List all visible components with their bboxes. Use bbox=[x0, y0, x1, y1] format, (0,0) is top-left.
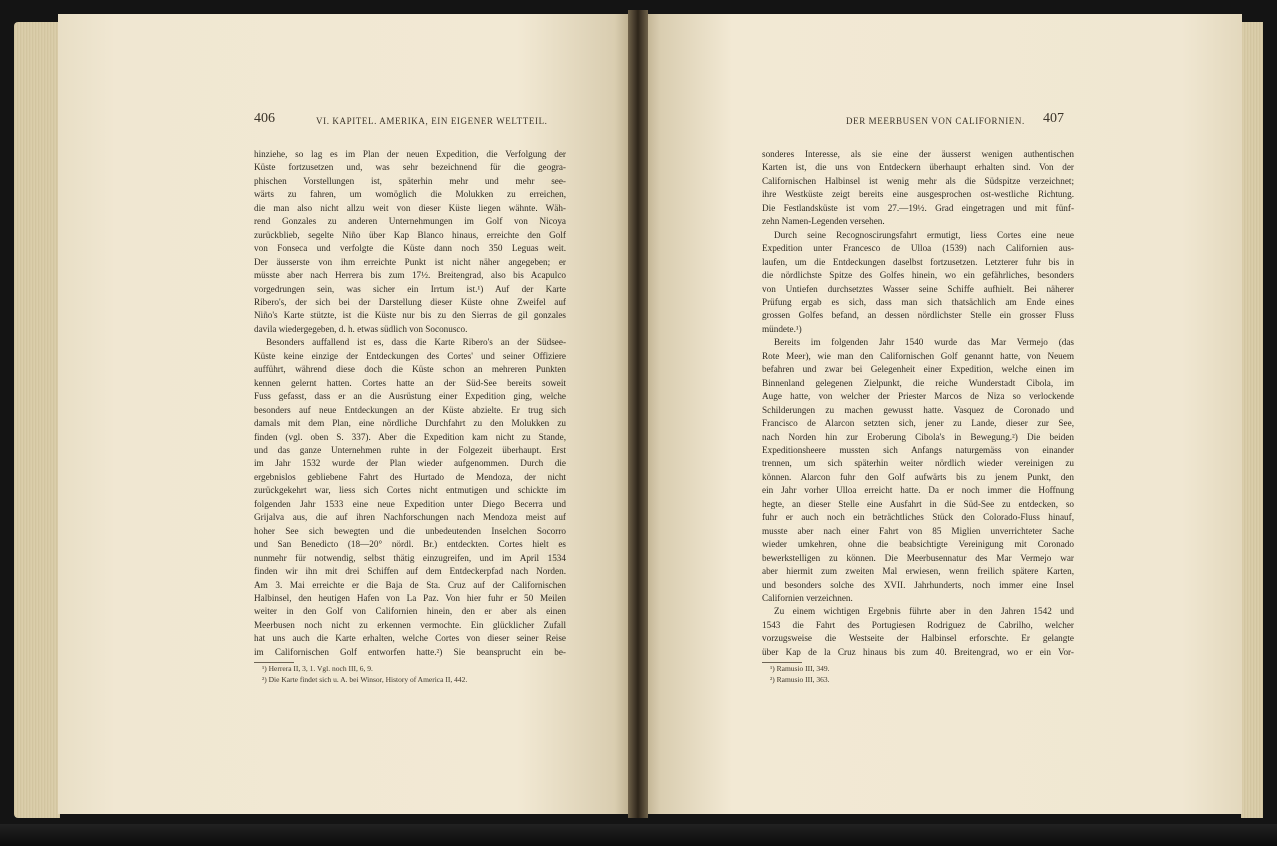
text-line: davila wiedergegeben, d. h. etwas südlich von Soconusco. bbox=[254, 323, 468, 334]
text-line: kennen gelernt hatten. Cortes hatte an der Süd-See bereits soweit bbox=[254, 377, 566, 388]
text-line: weiter in den Golf von Californien hinein, den er aber als einen bbox=[254, 606, 566, 617]
text-line: zurückgekehrt war, liess sich Cortes nicht entmutigen und schickte im bbox=[254, 485, 566, 496]
text-line: Californischen Halbinsel ist wenig mehr als die Südspitze verzeichnet; bbox=[762, 175, 1074, 186]
text-line: mündete.¹) bbox=[762, 323, 802, 334]
text-line: wärts zu fahren, um womöglich die Molukken zu erreichen, bbox=[254, 189, 566, 200]
text-line: Am 3. Mai erreichte er die Baja de Sta. Cruz auf der Californischen bbox=[254, 579, 566, 590]
text-line: Expeditionsheere mussten sich Anfangs naturgemäss von einander bbox=[762, 444, 1074, 455]
text-line: die man also nicht allzu weit von dieser Küste liegen wähnte. Wäh- bbox=[254, 202, 566, 213]
right-body-text bbox=[762, 148, 1074, 659]
left-running-head: VI. KAPITEL. AMERIKA, EIN EIGENER WELTTEIL. bbox=[316, 116, 548, 126]
text-line: laufen, um die Entdeckungen daselbst fortzusetzen. Letzterer fuhr bis in bbox=[762, 256, 1074, 267]
left-footnote-1: ¹) Herrera II, 3, 1. Vgl. noch III, 6, 9. bbox=[262, 664, 373, 673]
text-line: Auge hatte, von welcher der Priester Marcos de Niza so verlockende bbox=[762, 391, 1074, 402]
right-page-number: 407 bbox=[1043, 111, 1064, 126]
text-line: folgenden Jahr 1533 eine neue Expedition unter Diego Becerra und bbox=[254, 498, 566, 509]
text-line: Halbinsel, den heutigen Hafen von La Paz. Von hier fuhr er 50 Meilen bbox=[254, 592, 566, 603]
text-line: Besonders auffallend ist es, dass die Karte Ribero's an der Südsee- bbox=[266, 337, 566, 348]
text-line: Küste fortzusetzen und, was sehr bezeichnend für die geogra- bbox=[254, 162, 566, 173]
text-line: ergebnislos gebliebene Fahrt des Hurtado de Mendoza, der nicht bbox=[254, 471, 566, 482]
right-footnote-rule bbox=[762, 662, 802, 663]
text-line: trennen, um sich späterhin weiter nördlich wieder vereinigen zu bbox=[762, 458, 1074, 469]
text-line: fuhr er auch noch ein beträchtliches Stück den Colorado-Fluss hinauf, bbox=[762, 512, 1074, 523]
right-footnote-1: ¹) Ramusio III, 349. bbox=[770, 664, 830, 673]
left-page-number: 406 bbox=[254, 111, 275, 126]
text-line: rend Gonzales zu anderen Unternehmungen im Golf von Nicoya bbox=[254, 216, 566, 227]
text-line: Meerbusen noch nicht zu erkennen vermochte. Ein glücklicher Zufall bbox=[254, 619, 566, 630]
text-line: Prüfung ergab es sich, dass man sich thatsächlich am Ende eines bbox=[762, 296, 1074, 307]
text-line: Küste keine einzige der Entdeckungen des Cortes' und seiner Offiziere bbox=[254, 350, 566, 361]
right-running-head: DER MEERBUSEN VON CALIFORNIEN. bbox=[846, 116, 1025, 126]
text-line: Schilderungen zu machen gewusst hatte. Vasquez de Coronado und bbox=[762, 404, 1074, 415]
text-line: hinziehe, so lag es im Plan der neuen Expedition, die Verfolgung der bbox=[254, 149, 566, 159]
text-line: grossen Golfes befand, an dessen nördlichster Stelle ein grosser Fluss bbox=[762, 310, 1074, 321]
page-stack-right bbox=[1241, 22, 1263, 818]
text-line: finden (vgl. oben S. 337). Aber die Expedition kam nicht zu Stande, bbox=[254, 431, 566, 442]
text-line: hat uns auch die Karte erhalten, welche Cortes von dieser seiner Reise bbox=[254, 633, 566, 644]
text-line: Karten ist, die uns von Entdeckern überhaupt erhalten sind. Von der bbox=[762, 162, 1074, 173]
text-line: zurückblieb, segelte Niño über Kap Blanco hinaus, erreichte den Golf bbox=[254, 229, 566, 240]
book-cover-edge bbox=[0, 824, 1277, 846]
left-footnote-2: ²) Die Karte findet sich u. A. bei Winsor, History of America II, 442. bbox=[262, 675, 468, 684]
text-line: nunmehr für notwendig, selbst thätig einzugreifen, und im April 1534 bbox=[254, 552, 566, 563]
text-line: im Jahr 1532 wurde der Plan wieder aufgenommen. Durch die bbox=[254, 458, 566, 469]
text-line: und das ganze Unternehmen ruhte in der Folgezeit überhaupt. Erst bbox=[254, 444, 566, 455]
left-footnote-rule bbox=[254, 662, 294, 663]
text-line: Ribero's, der sich bei der Darstellung dieser Küste ohne Zweifel auf bbox=[254, 296, 566, 307]
text-line: aber hiermit zum zweiten Mal erwiesen, wenn freilich spätere Karten, bbox=[762, 566, 1074, 577]
text-line: von Untiefen durchsetztes Wasser seine Schiffe aufhielt. Bei näherer bbox=[762, 283, 1074, 294]
text-line: aufführt, während diese doch die Küste schon an mehreren Punkten bbox=[254, 364, 566, 375]
text-line: über Kap de la Cruz hinaus bis zum 40. Breitengrad, wo er ein Vor- bbox=[762, 646, 1074, 657]
text-line: Rote Meer), wie man den Californischen Golf genannt hatte, von Neuem bbox=[762, 350, 1074, 361]
text-line: musste aber nach einer Fahrt von 85 Miglien unverrichteter Sache bbox=[762, 525, 1074, 536]
text-line: besonders auf neue Entdeckungen an der Küste abzielte. Er trug sich bbox=[254, 404, 566, 415]
text-line: Der äusserste von ihm erreichte Punkt ist nicht näher angegeben; er bbox=[254, 256, 566, 267]
text-line: wieder umkehren, ohne die beabsichtigte Vereinigung mit Coronado bbox=[762, 539, 1074, 550]
text-line: müsste aber nach Herrera bis zum 17½. Breitengrad, also bis Acapulco bbox=[254, 270, 566, 281]
text-line: Expedition unter Francesco de Ulloa (1539) nach Californien aus- bbox=[762, 243, 1074, 254]
text-line: damals mit dem Plan, eine nördliche Durchfahrt zu den Molukken zu bbox=[254, 418, 566, 429]
text-line: Binnenland gelegenen Zielpunkt, die reiche Wunderstadt Cibola, im bbox=[762, 377, 1074, 388]
text-line: können. Alarcon fuhr den Golf aufwärts bis zu jenem Punkt, den bbox=[762, 471, 1074, 482]
text-line: und San Benedicto (18—20° nördl. Br.) entdeckten. Cortes hielt es bbox=[254, 539, 566, 550]
text-line: Die Festlandsküste ist vom 27.—19½. Grad eingetragen und mit fünf- bbox=[762, 202, 1074, 213]
text-line: ein Jahr vorher Ulloa erreicht hatte. Da er noch immer die Hoffnung bbox=[762, 485, 1074, 496]
text-line: Grijalva aus, die auf ihren Nachforschungen nach Mendoza meist auf bbox=[254, 512, 566, 523]
text-line: Niño's Karte stützte, ist die Küste nur bis zu den Sierras de gil gonzales bbox=[254, 310, 566, 321]
text-line: und besonders solche des XVII. Jahrhunderts, noch immer eine Insel bbox=[762, 579, 1074, 590]
left-body-text bbox=[254, 148, 566, 659]
text-line: Zu einem wichtigen Ergebnis führte aber in den Jahren 1542 und bbox=[774, 606, 1074, 617]
text-line: zehn Namen-Legenden versehen. bbox=[762, 216, 885, 227]
text-line: vorzugsweise die Westseite der Halbinsel erforschte. Er gelangte bbox=[762, 633, 1074, 644]
text-line: befahren und zwar bei Gelegenheit einer Expedition, welche einen im bbox=[762, 364, 1074, 375]
text-line: finden wir ihn mit drei Schiffen auf dem Entdeckerpfad nach Norden. bbox=[254, 566, 566, 577]
text-line: Fuss gefasst, dass er an die Ausrüstung einer Expedition ging, welche bbox=[254, 391, 566, 402]
text-line: Francisco de Alarcon setzten sich, jener zu Lande, dieser zur See, bbox=[762, 418, 1074, 429]
text-line: Bereits im folgenden Jahr 1540 wurde das Mar Vermejo (das bbox=[774, 337, 1074, 348]
text-line: von Fonseca und verfolgte die Küste dann noch 350 Leguas weit. bbox=[254, 243, 566, 254]
text-line: die nördlichste Spitze des Golfes hinein, wo ein gefährliches, besonders bbox=[762, 270, 1074, 281]
text-line: sonderes Interesse, als sie eine der äusserst wenigen authentischen bbox=[762, 149, 1074, 159]
text-line: ihre Westküste zeigt bereits eine ausgesprochen ost-westliche Richtung. bbox=[762, 189, 1074, 200]
book-gutter bbox=[628, 10, 648, 818]
right-footnote-2: ²) Ramusio III, 363. bbox=[770, 675, 830, 684]
text-line: vorgedrungen sein, was sicher ein Irrtum ist.¹) Auf der Karte bbox=[254, 283, 566, 294]
text-line: Californien verzeichnen. bbox=[762, 592, 853, 603]
text-line: hoher See sich bewegten und die unbedeutenden Inselchen Socorro bbox=[254, 525, 566, 536]
text-line: Durch seine Recognoscirungsfahrt ermutigt, liess Cortes eine neue bbox=[774, 229, 1074, 240]
text-line: phischen Vorstellungen ist, späterhin mehr und mehr see- bbox=[254, 175, 566, 186]
text-line: 1543 die Fahrt des Portugiesen Rodriguez de Cabrilho, welcher bbox=[762, 619, 1074, 630]
text-line: nach Norden hin zur Eroberung Cibola's in Bewegung.²) Die beiden bbox=[762, 431, 1074, 442]
text-line: bewerkstelligen zu können. Die Meerbusennatur des Mar Vermejo war bbox=[762, 552, 1074, 563]
text-line: hegte, an dieser Stelle eine Ausfahrt in die Süd-See zu entdecken, so bbox=[762, 498, 1074, 509]
text-line: im Californischen Golf entworfen hatte.²) Sie beansprucht ein be- bbox=[254, 646, 566, 657]
page-stack-left bbox=[14, 22, 60, 818]
